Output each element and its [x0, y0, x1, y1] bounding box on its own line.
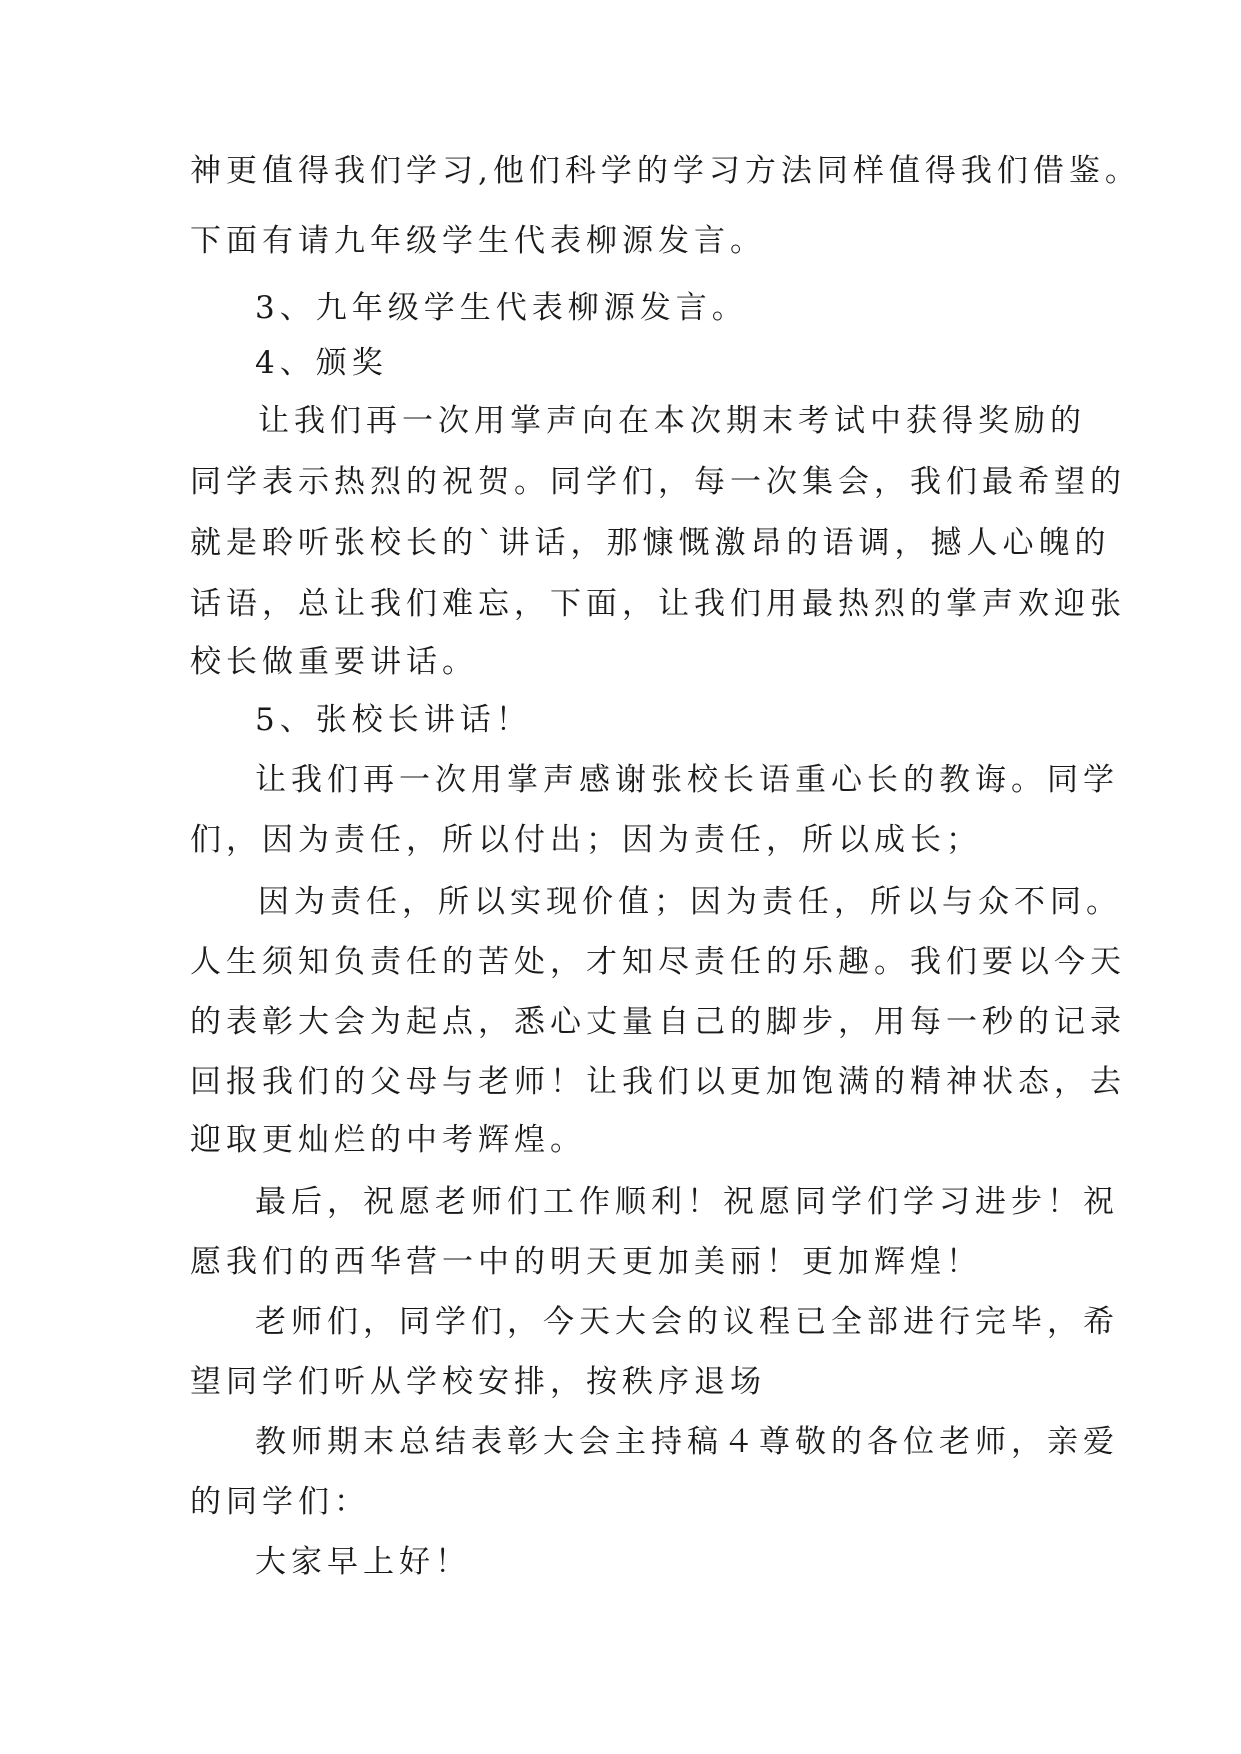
text-line: 愿我们的西华营一中的明天更加美丽！更加辉煌！ [190, 1244, 982, 1280]
text-line: 大家早上好！ [255, 1544, 471, 1580]
text-line: 教师期末总结表彰大会主持稿４尊敬的各位老师，亲爱 [255, 1424, 1119, 1460]
text-line: 5、张校长讲话！ [255, 702, 532, 738]
text-line: 4、颁奖 [255, 345, 388, 381]
text-line: 人生须知负责任的苦处，才知尽责任的乐趣。我们要以今天 [190, 944, 1126, 980]
text-line: 3、九年级学生代表柳源发言。 [255, 290, 748, 326]
text-line: 同学表示热烈的祝贺。同学们，每一次集会，我们最希望的 [190, 464, 1126, 500]
text-line: 让我们再一次用掌声向在本次期末考试中获得奖励的 [258, 403, 1086, 439]
text-line: 最后，祝愿老师们工作顺利！祝愿同学们学习进步！祝 [255, 1184, 1119, 1220]
text-line: 神更值得我们学习,他们科学的学习方法同样值得我们借鉴。 [190, 153, 1141, 189]
text-line: 让我们再一次用掌声感谢张校长语重心长的教诲。同学 [255, 762, 1119, 798]
text-line: 因为责任，所以实现价值；因为责任，所以与众不同。 [258, 884, 1122, 920]
text-line: 话语，总让我们难忘，下面，让我们用最热烈的掌声欢迎张 [190, 586, 1126, 622]
text-line: 校长做重要讲话。 [190, 644, 478, 680]
text-line: 的表彰大会为起点，悉心丈量自己的脚步，用每一秒的记录 [190, 1004, 1126, 1040]
text-line: 的同学们： [190, 1484, 370, 1520]
text-line: 迎取更灿烂的中考辉煌。 [190, 1122, 586, 1158]
text-line: 望同学们听从学校安排，按秩序退场 [190, 1364, 766, 1400]
text-line: 回报我们的父母与老师！让我们以更加饱满的精神状态，去 [190, 1064, 1126, 1100]
text-line: 就是聆听张校长的`讲话，那慷慨激昂的语调，撼人心魄的 [190, 525, 1111, 561]
text-line: 下面有请九年级学生代表柳源发言。 [190, 223, 766, 259]
text-line: 们，因为责任，所以付出；因为责任，所以成长； [190, 822, 982, 858]
text-line: 老师们，同学们，今天大会的议程已全部进行完毕，希 [255, 1304, 1119, 1340]
